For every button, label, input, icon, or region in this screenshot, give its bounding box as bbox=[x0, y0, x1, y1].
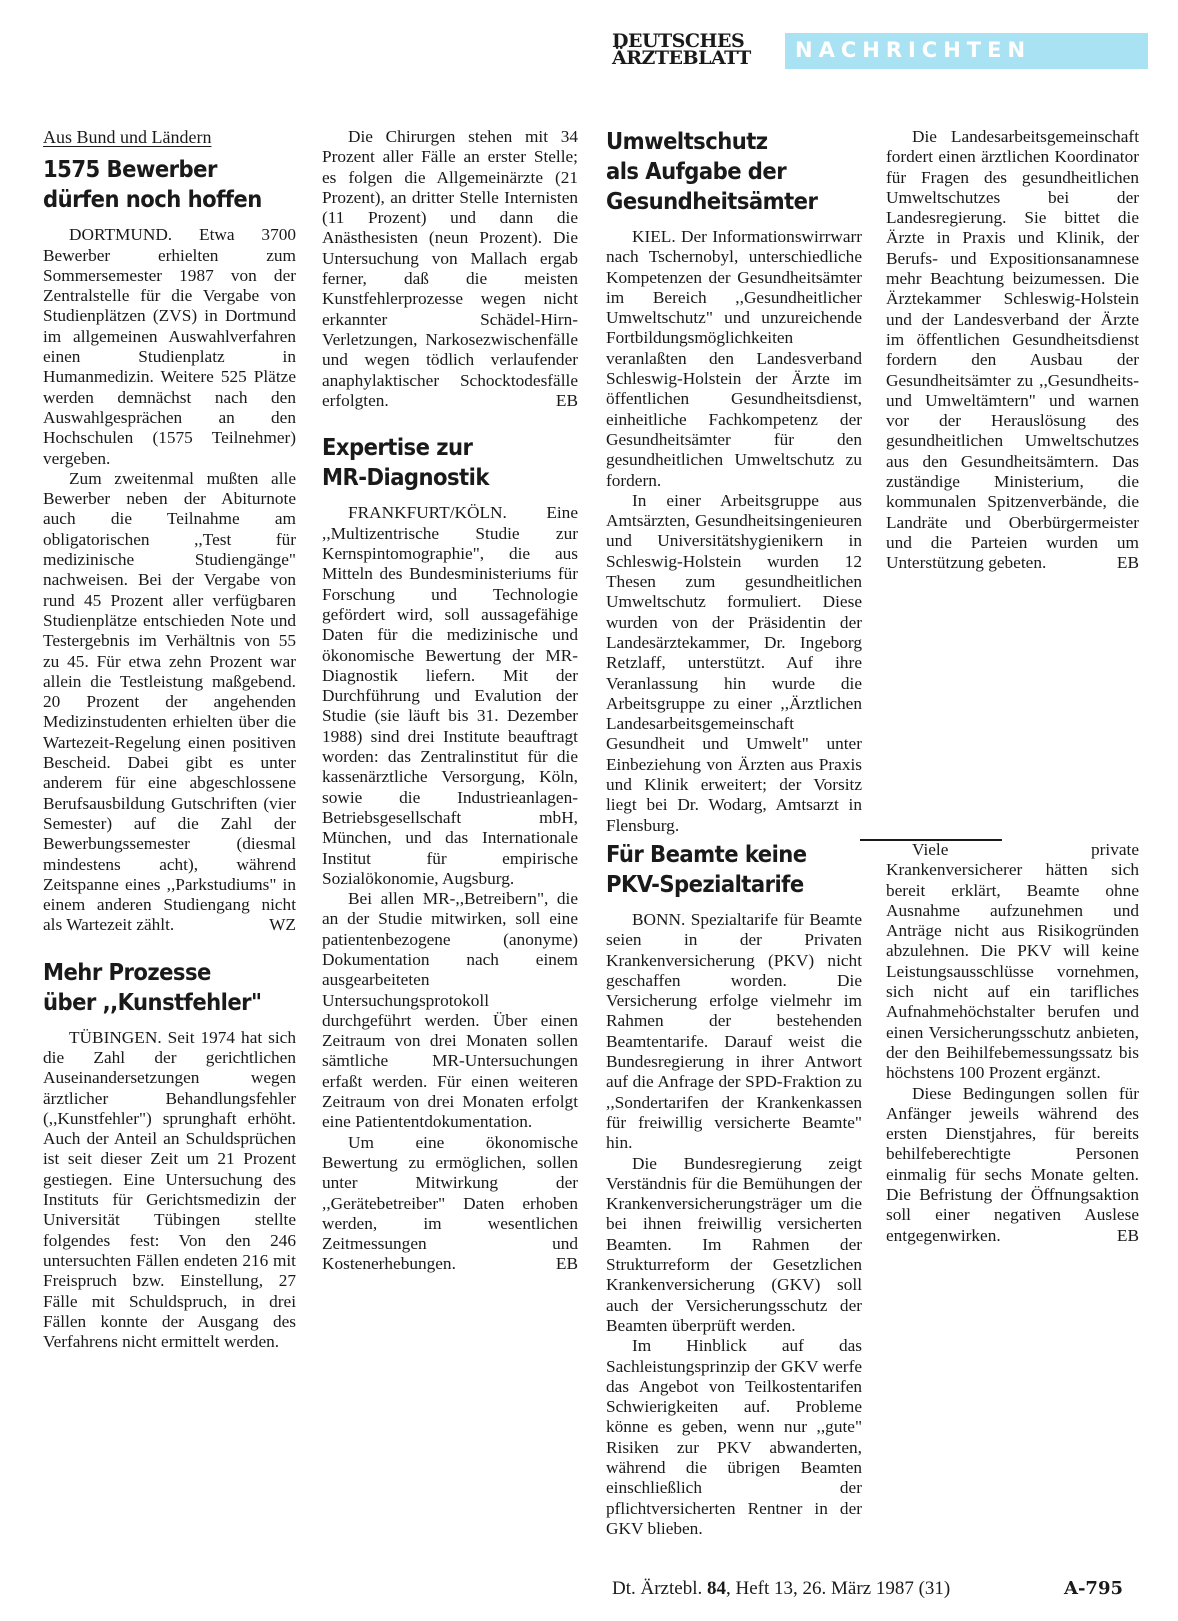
volume: 84 bbox=[706, 1578, 726, 1599]
paragraph: Um eine ökonomische Bewertung zu ermöglichen, sollen unter Mitwirkung der ,,Gerätebetreiber" Daten erhoben werden, im wesentlichen Zeitmessungen und Kostenerhebungen. EB bbox=[322, 1132, 578, 1274]
headline: 1575 Bewerber dürfen noch hoffen bbox=[43, 157, 262, 214]
paragraph: In einer Arbeitsgruppe aus Amtsärzten, Gesundheitsingenieuren und Universitätshygienikern in Schleswig-Holstein wurden 12 Thesen zum gesundheitlichen Umweltschutz formuliert. Diese wurden von der Präsidentin der Landesärztekammer, Dr. Ingeborg Retzlaff, unterstützt. Auf ihre Veranlassung hin wurde die Arbeitsgruppe zu einer ,,Ärztlichen Landesarbeitsgemeinschaft Gesundheit und Umwelt" unter Einbeziehung von Ärzten aus Praxis und Klinik erweitert; der Vorsitz liegt bei Dr. Wodarg, Amtsarzt in Flensburg. bbox=[606, 490, 862, 835]
column-3-top bbox=[606, 127, 862, 835]
author-signature: EB bbox=[555, 1254, 578, 1274]
paragraph: Viele private Krankenversicherer hätten sich bereit erklärt, Beamte ohne Ausnahme aufzunehmen und Anträge nicht aus Risikogründen abzulehnen. Die PKV will keine Leistungsausschlüsse vornehmen, sich nicht auf ein tarifliches Aufnahmehöchstalter berufen und einen Versicherungsschutz anbieten, der den Beihilfebemessungssatz bis höchstens 100 Prozent ergänzt. bbox=[886, 840, 1139, 1083]
paragraph: BONN. Spezialtarife für Beamte seien in der Privaten Krankenversicherung (PKV) nicht geschaffen worden. Die Versicherung erfolge vielmehr im Rahmen der bestehenden Beamtentarife. Darauf weist die Bundesregierung in ihrer Antwort auf die Anfrage der SPD-Fraktion zu ,,Sondertarifen der Krankenkassen für freiwillig versicherte Beamte" hin. bbox=[606, 910, 862, 1153]
paragraph: KIEL. Der Informationswirrwarr nach Tschernobyl, unterschiedliche Kompetenzen der Gesundheitsämter im Bereich ,,Gesundheitlicher Umweltschutz" und unzureichende Fortbildungsmöglichkeiten veranlaßten den Landesverband Schleswig-Holstein der Ärzte im öffentlichen Gesundheitsdienst, einheitliche Fachkompetenz der Gesundheitsämter für den gesundheitlichen Umweltschutz zu fordern. bbox=[606, 227, 862, 490]
headline: Expertise zur MR-Diagnostik bbox=[322, 435, 489, 492]
author-signature: EB bbox=[555, 391, 578, 411]
section-title: NACHRICHTEN bbox=[795, 38, 1032, 62]
paragraph: Die Bundesregierung zeigt Verständnis für die Bemühungen der Krankenversicherungsträger um die bei ihnen freiwillig versicherten Beamten. Im Rahmen der Strukturreform der Gesetzlichen Krankenversicherung (GKV) soll auch der Versicherungsschutz der Beamten überprüft werden. bbox=[606, 1153, 862, 1335]
article-mr-diagnostik bbox=[322, 433, 578, 1274]
page-footer bbox=[612, 1578, 1142, 1600]
journal-logo bbox=[612, 30, 782, 71]
issue-date: , Heft 13, 26. März 1987 (31) bbox=[725, 1578, 951, 1599]
article-bewerber bbox=[43, 155, 296, 935]
journal-abbrev: Dt. Ärztebl. bbox=[612, 1578, 703, 1599]
paragraph: TÜBINGEN. Seit 1974 hat sich die Zahl der gerichtlichen Auseinandersetzungen wegen ärztlicher Behandlungsfehler (,,Kunstfehler") sprunghaft erhöht. Auch der Anteil an Schuldsprüchen ist seit dieser Zeit um 21 Prozent gestiegen. Eine Untersuchung des Instituts für Gerichtsmedizin der Universität Tübingen stellte folgendes fest: Von den 246 untersuchten Fällen endeten 216 mit Freispruch bzw. Einstellung, 27 Fälle mit Schuldspruch, in drei Fällen konnte der Ausgang des Verfahrens nicht ermittelt werden. bbox=[43, 1027, 296, 1352]
logo-line-2: ÄRZTEBLATT bbox=[612, 47, 751, 69]
column-4-top bbox=[886, 127, 1139, 574]
section-band bbox=[785, 33, 1148, 69]
article-kunstfehler bbox=[43, 958, 296, 1353]
logo-line-1: DEUTSCHES bbox=[612, 30, 745, 52]
headline: Mehr Prozesse über ,,Kunstfehler" bbox=[43, 959, 262, 1016]
paragraph: FRANKFURT/KÖLN. Eine ,,Multizentrische Studie zur Kernspintomographie", die aus Mitteln des Bundesministeriums für Forschung und Technologie gefördert wird, soll aussagefähige Daten für die medizinische und ökonomische Bewertung der MR-Diagnostik liefern. Mit der Durchführung und Evalution der Studie (sie läuft bis 31. Dezember 1988) sind drei Institute beauftragt worden: das Zentralinstitut für die kassenärztliche Versorgung, Köln, sowie die Industrieanlagen-Betriebsgesellschaft mbH, München, und das Internationale Institut für empirische Sozialökonomie, Augsburg. bbox=[322, 503, 578, 888]
column-2 bbox=[322, 127, 578, 1275]
author-signature: WZ bbox=[269, 915, 296, 935]
column-1 bbox=[43, 127, 296, 1352]
paragraph: DORTMUND. Etwa 3700 Bewerber erhielten zum Sommersemester 1987 von der Zentralstelle für die Vergabe von Studienplätzen (ZVS) in Dortmund im allgemeinen Auswahlverfahren einen Studienplatz in Humanmedizin. Weitere 525 Plätze werden demnächst nach den Auswahlgesprächen an den Hochschulen (1575 Teilnehmer) vergeben. bbox=[43, 225, 296, 468]
page-number: A-795 bbox=[1064, 1578, 1124, 1599]
headline: Für Beamte keine PKV-Spezialtarife bbox=[606, 842, 807, 898]
headline: Umweltschutz als Aufgabe der Gesundheitsämter bbox=[606, 129, 818, 215]
column-3-bottom bbox=[606, 840, 862, 1539]
author-signature: EB bbox=[1116, 553, 1139, 573]
column-4-bottom bbox=[886, 840, 1139, 1246]
paragraph: Im Hinblick auf das Sachleistungsprinzip der GKV werfe das Angebot von Teilkostentarifen Schwierigkeiten auf. Probleme könne es geben, wenn nur ,,gute" Risiken zur PKV abwanderten, während die übrigen Beamten einschließlich der pflichtversicherten Rentner in der GKV blieben. bbox=[606, 1336, 862, 1538]
paragraph: Die Chirurgen stehen mit 34 Prozent aller Fälle an erster Stelle; es folgen die Allgemeinärzte (21 Prozent), an dritter Stelle Internisten (11 Prozent) und dann die Anästhesisten (neun Prozent). Die Untersuchung von Mallach ergab ferner, daß die meisten Kunstfehlerprozesse wegen nicht erkannter Schädel-Hirn-Verletzungen, Narkosezwischenfälle und wegen tödlich verlaufender anaphylaktischer Schocktodesfälle erfolgten. bbox=[322, 127, 578, 410]
masthead bbox=[612, 30, 1148, 71]
paragraph: Diese Bedingungen sollen für Anfänger jeweils während des ersten Dienstjahres, für bereits behilfeberechtigte Personen einmalig für sechs Monate gelten. Die Befristung der Öffnungsaktion soll einer negativen Auslese entgegenwirken. EB bbox=[886, 1083, 1139, 1245]
paragraph: Zum zweitenmal mußten alle Bewerber neben der Abiturnote auch die Teilnahme am obligatorischen ,,Test für medizinische Studiengänge" nachweisen. Bei der Vergabe von rund 45 Prozent aller verfügbaren Studienplätze entschieden Note und Testergebnis im Verhältnis von 55 zu 45. Für etwa zehn Prozent war allein die Testleistung maßgebend. 20 Prozent der angehenden Medizinstudenten erhielten über die Wartezeit-Regelung einen positiven Bescheid. Dabei gibt es unter anderem für eine abgeschlossene Berufsausbildung Gutschriften (vier Semester) auf die Zahl der Bewerbungssemester (diesmal mindestens acht), während Zeitspanne eines ,,Parkstudiums" in einem anderen Studiengang nicht als Wartezeit zählt. WZ bbox=[43, 468, 296, 935]
paragraph: Bei allen MR-,,Betreibern", die an der Studie mitwirken, soll eine patientenbezogene (anonyme) Dokumentation nach einem ausgearbeiteten Untersuchungsprotokoll durchgeführt werden. Über einen Zeitraum von drei Monaten sollen sämtliche MR-Untersuchungen erfaßt werden. Für einen weiteren Zeitraum von drei Monaten erfolgt eine Patiententdokumentation. bbox=[322, 889, 578, 1132]
rubric: Aus Bund und Ländern bbox=[43, 127, 212, 147]
author-signature: EB bbox=[1116, 1225, 1139, 1245]
paragraph: Die Landesarbeitsgemeinschaft fordert einen ärztlichen Koordinator für Fragen des gesundheitlichen Umweltschutzes bei der Landesregierung. Sie bittet die Ärzte in Praxis und Klinik, der Berufs- und Expositionsanamnese mehr Beachtung beizumessen. Die Ärztekammer Schleswig-Holstein und der Landesverband der Ärzte im öffentlichen Gesundheitsdienst fordern den Ausbau der Gesundheitsämter zu ,,Gesundheits- und Umweltämtern" und warnen vor der Herauslösung des gesundheitlichen Umweltschutzes aus den Gesundheitsämtern. Das zuständige Ministerium, die kommunalen Spitzenverbände, die Landräte und Oberbürgermeister und die Parteien wurden um Unterstützung gebeten. EB bbox=[886, 127, 1139, 573]
